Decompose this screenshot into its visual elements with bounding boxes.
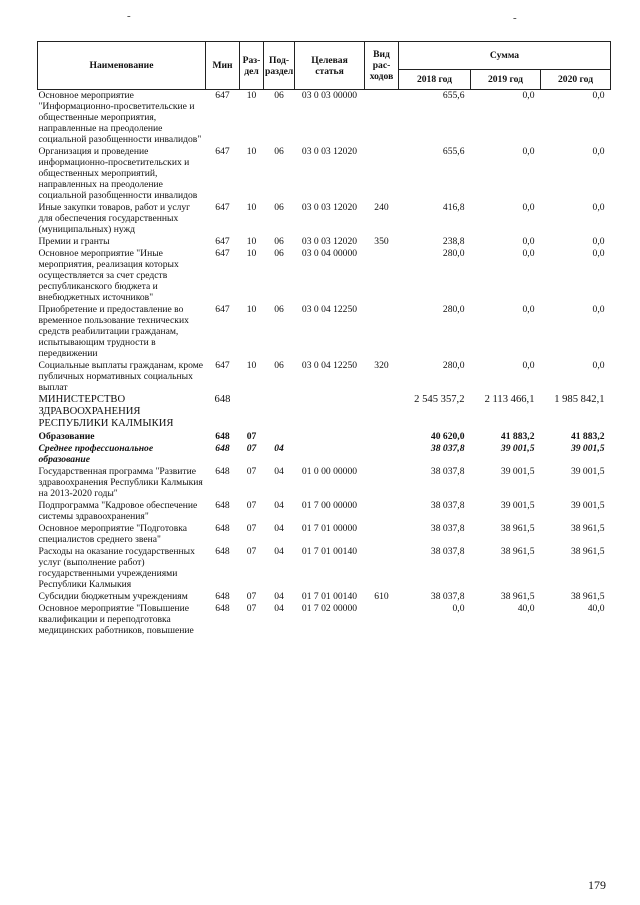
table-row	[38, 393, 611, 430]
cell-2019: 38 961,5	[500, 523, 535, 534]
cell-name: МИНИСТЕРСТВО ЗДРАВООХРАНЕНИЯ РЕСПУБЛИКИ КАЛМЫКИЯ	[38, 394, 174, 429]
cell-2020: 38 961,5	[570, 523, 605, 534]
table-row	[38, 145, 611, 201]
cell-target: 03 0 04 00000	[301, 248, 358, 259]
cell-2019: 0,0	[522, 360, 535, 371]
cell-razdel: 10	[246, 202, 257, 213]
cell-2018: 40 620,0	[430, 431, 465, 442]
cell-target: 01 7 01 00140	[301, 546, 358, 557]
header-2019: 2019 год	[471, 70, 541, 90]
table-row	[38, 430, 611, 442]
cell-podrazdel: 04	[274, 466, 284, 477]
cell-vid	[365, 602, 399, 636]
cell-name: Основное мероприятие "Информационно-просветительские и общественные мероприятия, направленные на преодоление социальной разобщенности инвалидов"	[38, 90, 202, 145]
cell-2020: 0,0	[592, 202, 605, 213]
cell-min: 648	[214, 394, 231, 405]
cell-vid	[365, 465, 399, 499]
cell-vid	[365, 522, 399, 545]
cell-vid	[365, 499, 399, 522]
cell-target	[295, 393, 365, 430]
cell-target: 03 0 03 12020	[301, 236, 358, 247]
cell-razdel: 07	[246, 443, 257, 454]
scan-mark: -	[127, 10, 131, 22]
cell-2019: 0,0	[522, 236, 535, 247]
table-row	[38, 201, 611, 235]
cell-target: 01 7 02 00000	[301, 603, 358, 614]
cell-name: Организация и проведение информационно-просветительских и общественных мероприятий, направленных на преодоление социальной разобщенности инвалидов	[38, 146, 198, 201]
cell-target: 03 0 03 00000	[301, 90, 358, 101]
table-header	[38, 42, 611, 90]
table-row	[38, 602, 611, 636]
cell-2020: 40,0	[587, 603, 605, 614]
cell-2018: 238,8	[442, 236, 465, 247]
cell-target: 03 0 03 12020	[301, 146, 358, 157]
cell-2018: 38 037,8	[430, 523, 465, 534]
cell-2018: 38 037,8	[430, 466, 465, 477]
cell-podrazdel: 06	[274, 360, 284, 371]
cell-name: Иные закупки товаров, работ и услуг для обеспечения государственных (муниципальных) нужд	[38, 202, 191, 235]
budget-table	[37, 41, 611, 636]
cell-target: 01 7 01 00140	[301, 591, 358, 602]
cell-razdel: 10	[246, 146, 257, 157]
cell-razdel: 07	[246, 603, 257, 614]
cell-podrazdel: 04	[274, 603, 284, 614]
cell-vid	[365, 90, 399, 146]
cell-name: Социальные выплаты гражданам, кроме публичных нормативных социальных выплат	[38, 360, 204, 393]
cell-vid	[365, 145, 399, 201]
cell-2019: 0,0	[522, 304, 535, 315]
cell-podrazdel: 06	[274, 146, 284, 157]
cell-target: 01 7 01 00000	[301, 523, 358, 534]
cell-2018: 280,0	[442, 360, 465, 371]
cell-2020: 0,0	[592, 90, 605, 101]
cell-name: Среднее профессиональное образование	[38, 443, 154, 465]
cell-razdel	[240, 393, 264, 430]
cell-razdel: 10	[246, 248, 257, 259]
cell-vid	[365, 247, 399, 303]
cell-target: 01 7 00 00000	[301, 500, 358, 511]
cell-target	[295, 442, 365, 465]
cell-vid	[365, 442, 399, 465]
cell-name: Расходы на оказание государственных услуг (выполнение работ) государственными учреждениями Республики Калмыкия	[38, 546, 195, 590]
cell-min: 648	[215, 500, 230, 511]
cell-2018: 280,0	[442, 304, 465, 315]
header-2018: 2018 год	[399, 70, 471, 90]
cell-podrazdel: 06	[274, 90, 284, 101]
table-row	[38, 442, 611, 465]
header-vid: Вид рас-ходов	[365, 42, 399, 90]
cell-min: 648	[215, 546, 230, 557]
cell-min: 648	[215, 431, 230, 442]
cell-name: Премии и гранты	[38, 236, 110, 247]
table-row	[38, 303, 611, 359]
cell-razdel: 07	[246, 523, 257, 534]
cell-name: Основное мероприятие "Повышение квалификации и переподготовка медицинских работников, повышение	[38, 603, 194, 636]
cell-2020: 1 985 842,1	[554, 394, 605, 405]
table-row	[38, 590, 611, 602]
cell-razdel: 10	[246, 304, 257, 315]
cell-name: Образование	[38, 431, 95, 442]
cell-2018: 38 037,8	[430, 443, 465, 454]
cell-2020: 0,0	[592, 304, 605, 315]
cell-name: Государственная программа "Развитие здравоохранения Республики Калмыкия на 2013-2020 годы"	[38, 466, 203, 499]
cell-podrazdel: 04	[274, 546, 284, 557]
table-body	[38, 90, 611, 637]
cell-2020: 0,0	[592, 236, 605, 247]
cell-min: 648	[215, 466, 230, 477]
cell-2018: 38 037,8	[430, 546, 465, 557]
cell-2019: 0,0	[522, 146, 535, 157]
table-row	[38, 235, 611, 247]
cell-vid	[365, 303, 399, 359]
cell-podrazdel: 06	[274, 202, 284, 213]
cell-2018: 655,6	[442, 90, 465, 101]
table-row	[38, 545, 611, 590]
cell-2019: 39 001,5	[500, 500, 535, 511]
cell-name: Субсидии бюджетным учреждениям	[38, 591, 188, 602]
cell-razdel: 07	[246, 466, 257, 477]
cell-razdel: 07	[246, 500, 257, 511]
cell-podrazdel: 04	[274, 500, 284, 511]
header-min: Мин	[206, 42, 240, 90]
cell-min: 647	[215, 236, 230, 247]
cell-razdel: 10	[246, 90, 257, 101]
cell-podrazdel	[264, 393, 295, 430]
table-row	[38, 465, 611, 499]
cell-2020: 0,0	[592, 146, 605, 157]
table-row	[38, 522, 611, 545]
cell-2018: 416,8	[442, 202, 465, 213]
cell-target: 03 0 04 12250	[301, 304, 358, 315]
cell-2018: 38 037,8	[430, 591, 465, 602]
cell-2018: 280,0	[442, 248, 465, 259]
cell-razdel: 10	[246, 360, 257, 371]
cell-vid: 320	[374, 360, 389, 371]
table-row	[38, 499, 611, 522]
cell-razdel: 10	[246, 236, 257, 247]
cell-target: 03 0 03 12020	[301, 202, 358, 213]
cell-razdel: 07	[246, 431, 257, 442]
cell-2019: 2 113 466,1	[484, 394, 535, 405]
cell-name: Подпрограмма "Кадровое обеспечение системы здравоохранения"	[38, 500, 198, 522]
cell-name: Основное мероприятие "Подготовка специалистов среднего звена"	[38, 523, 188, 545]
header-razdel: Раз-дел	[240, 42, 264, 90]
cell-2020: 38 961,5	[570, 546, 605, 557]
cell-2018: 655,6	[442, 146, 465, 157]
cell-2020: 39 001,5	[570, 466, 605, 477]
cell-razdel: 07	[246, 591, 257, 602]
cell-min: 648	[215, 603, 230, 614]
cell-podrazdel: 06	[274, 248, 284, 259]
cell-podrazdel: 06	[274, 236, 284, 247]
page-number: 179	[588, 878, 606, 892]
cell-2019: 0,0	[522, 90, 535, 101]
cell-min: 647	[215, 248, 230, 259]
cell-target	[295, 430, 365, 442]
scan-mark: -	[513, 12, 517, 24]
cell-vid	[365, 430, 399, 442]
cell-min: 648	[215, 443, 230, 454]
cell-2019: 0,0	[522, 248, 535, 259]
cell-2020: 39 001,5	[570, 443, 605, 454]
cell-target: 01 0 00 00000	[301, 466, 358, 477]
cell-min: 647	[215, 304, 230, 315]
cell-name: Основное мероприятие "Иные мероприятия, реализация которых осуществляется за счет средств республиканского бюджета и внебюджетных источников"	[38, 248, 179, 303]
cell-razdel: 07	[246, 546, 257, 557]
cell-2018: 38 037,8	[430, 500, 465, 511]
cell-vid: 240	[374, 202, 389, 213]
cell-min: 647	[215, 202, 230, 213]
cell-2020: 0,0	[592, 360, 605, 371]
cell-min: 647	[215, 90, 230, 101]
cell-min: 648	[215, 523, 230, 534]
header-summa: Сумма	[399, 42, 611, 70]
cell-2018: 2 545 357,2	[414, 394, 465, 405]
header-target: Целевая статья	[295, 42, 365, 90]
header-name: Наименование	[38, 42, 206, 90]
cell-min: 648	[215, 591, 230, 602]
cell-podrazdel: 04	[274, 443, 284, 454]
cell-vid	[365, 545, 399, 590]
cell-podrazdel: 04	[274, 591, 284, 602]
cell-2020: 41 883,2	[570, 431, 605, 442]
cell-2019: 38 961,5	[500, 591, 535, 602]
cell-target: 03 0 04 12250	[301, 360, 358, 371]
header-podrazdel: Под-раздел	[264, 42, 295, 90]
cell-podrazdel	[264, 430, 295, 442]
cell-2020: 38 961,5	[570, 591, 605, 602]
cell-name: Приобретение и предоставление во временное пользование технических средств реабилитации гражданам, испытывающим трудности в передвижении	[38, 304, 189, 359]
cell-vid	[365, 393, 399, 430]
cell-min: 647	[215, 146, 230, 157]
cell-podrazdel: 04	[274, 523, 284, 534]
cell-min: 647	[215, 360, 230, 371]
cell-2019: 39 001,5	[500, 443, 535, 454]
cell-2019: 40,0	[517, 603, 535, 614]
cell-2020: 39 001,5	[570, 500, 605, 511]
table-row	[38, 247, 611, 303]
cell-2018: 0,0	[452, 603, 465, 614]
table-row	[38, 90, 611, 146]
header-2020: 2020 год	[541, 70, 611, 90]
cell-2019: 0,0	[522, 202, 535, 213]
cell-2019: 39 001,5	[500, 466, 535, 477]
table-row	[38, 359, 611, 393]
cell-vid: 610	[374, 591, 389, 602]
cell-2019: 38 961,5	[500, 546, 535, 557]
cell-2020: 0,0	[592, 248, 605, 259]
cell-podrazdel: 06	[274, 304, 284, 315]
cell-2019: 41 883,2	[500, 431, 535, 442]
cell-vid: 350	[374, 236, 389, 247]
